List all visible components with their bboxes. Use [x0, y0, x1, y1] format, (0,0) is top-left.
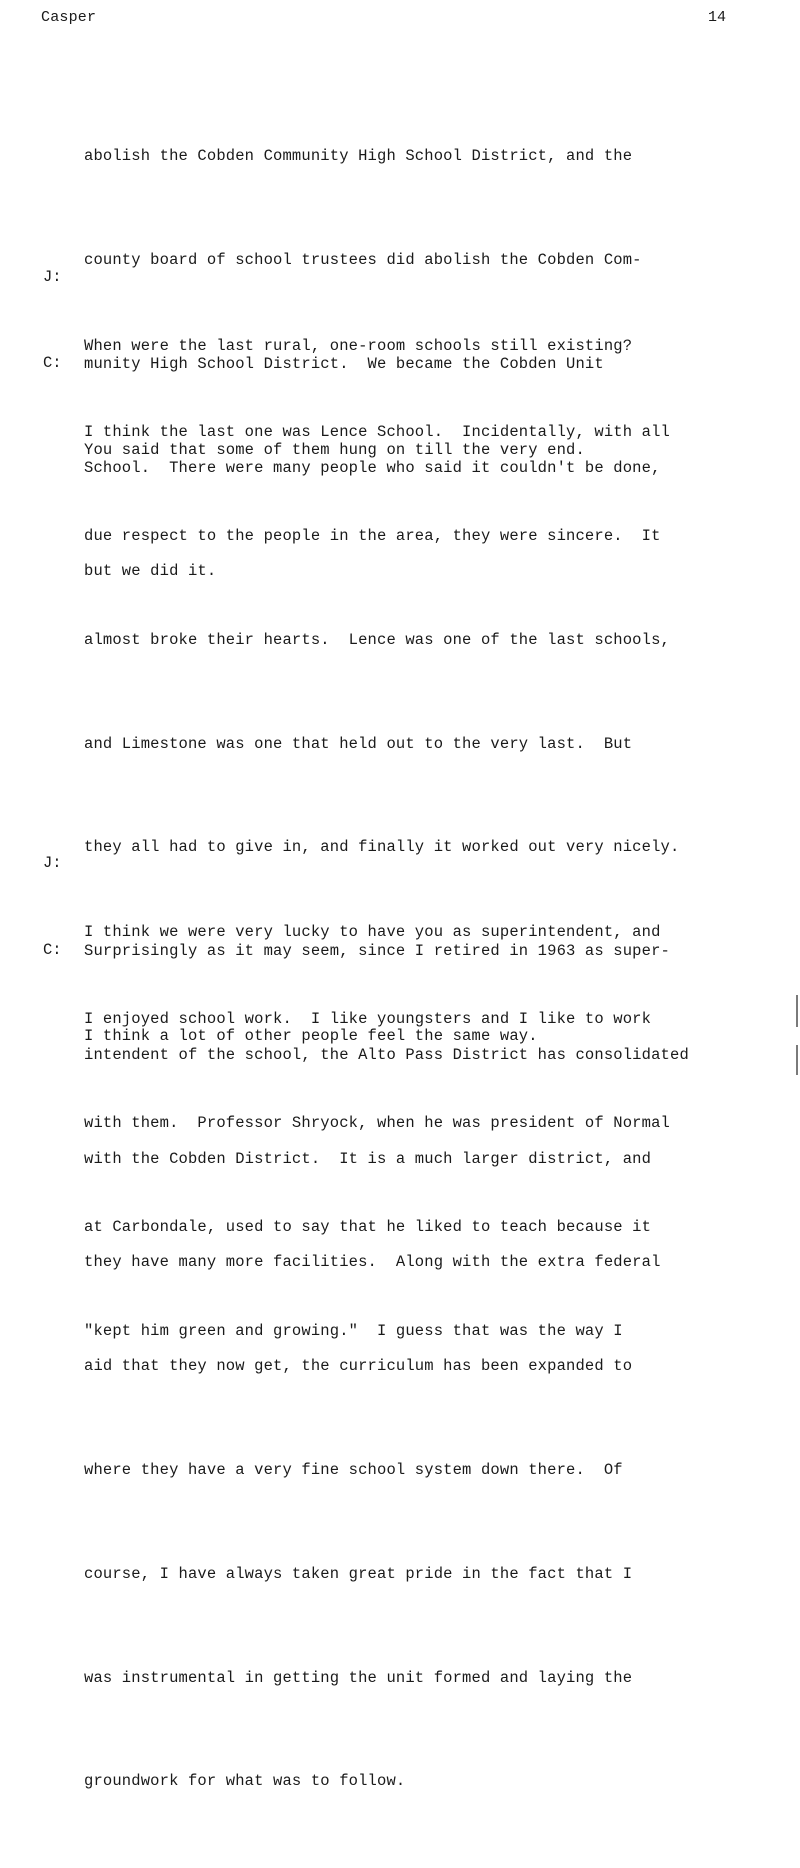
text-line: School. There were many people who said it couldn't be done,	[84, 458, 661, 477]
text-line: aid that they now get, the curriculum has been expanded to	[84, 1357, 633, 1376]
text-line: with them. Professor Shryock, when he was president of Normal	[84, 1113, 670, 1132]
scan-edge-mark	[796, 995, 798, 1027]
text-line: was instrumental in getting the unit formed and laying the	[84, 1668, 633, 1687]
text-line: with the Cobden District. It is a much larger district, and	[84, 1149, 652, 1168]
paragraph-lines	[84, 933, 670, 1417]
text-line: You said that some of them hung on till the very end.	[84, 440, 585, 459]
text-line: munity High School District. We became the Cobden Unit	[84, 354, 604, 373]
text-line: I enjoyed school work. I like youngsters and I like to work	[84, 1010, 652, 1029]
text-line: "kept him green and growing." I guess that was the way I	[84, 1321, 623, 1340]
text-line: where they have a very fine school system down there. Of	[84, 1461, 623, 1479]
scan-edge-mark	[796, 1045, 798, 1075]
speaker-label: C:	[43, 941, 62, 959]
speaker-label: C:	[43, 354, 62, 372]
text-line: Surprisingly as it may seem, since I retired in 1963 as super-	[84, 942, 670, 961]
text-line: due respect to the people in the area, they were sincere. It	[84, 526, 661, 545]
text-line: but we did it.	[84, 562, 217, 581]
text-line: I think a lot of other people feel the same way.	[84, 1026, 538, 1045]
text-line: they have many more facilities. Along with the extra federal	[84, 1253, 661, 1272]
text-line: intendent of the school, the Alto Pass District has consolidated	[84, 1045, 689, 1064]
text-line: When were the last rural, one-room schools still existing?	[84, 337, 633, 356]
text-line: county board of school trustees did abolish the Cobden Com-	[84, 250, 642, 269]
text-line: abolish the Cobden Community High School District, and the	[84, 147, 633, 166]
text-line: I think the last one was Lence School. Incidentally, with all	[84, 423, 670, 442]
text-line: groundwork for what was to follow.	[84, 1772, 406, 1791]
text-line: they all had to give in, and finally it worked out very nicely.	[84, 838, 680, 857]
text-line: almost broke their hearts. Lence was one of the last schools,	[84, 630, 670, 649]
text-line: and Limestone was one that held out to the very last. But	[84, 734, 633, 753]
speaker-label: J:	[43, 268, 62, 286]
page-number: 14	[708, 9, 727, 26]
text-line: at Carbondale, used to say that he liked to teach because it	[84, 1217, 652, 1236]
header-interviewee-name: Casper	[41, 9, 97, 26]
text-line: I think we were very lucky to have you as superintendent, and	[84, 923, 661, 942]
speaker-label: J:	[43, 854, 62, 872]
text-line: course, I have always taken great pride in the fact that I	[84, 1564, 633, 1583]
